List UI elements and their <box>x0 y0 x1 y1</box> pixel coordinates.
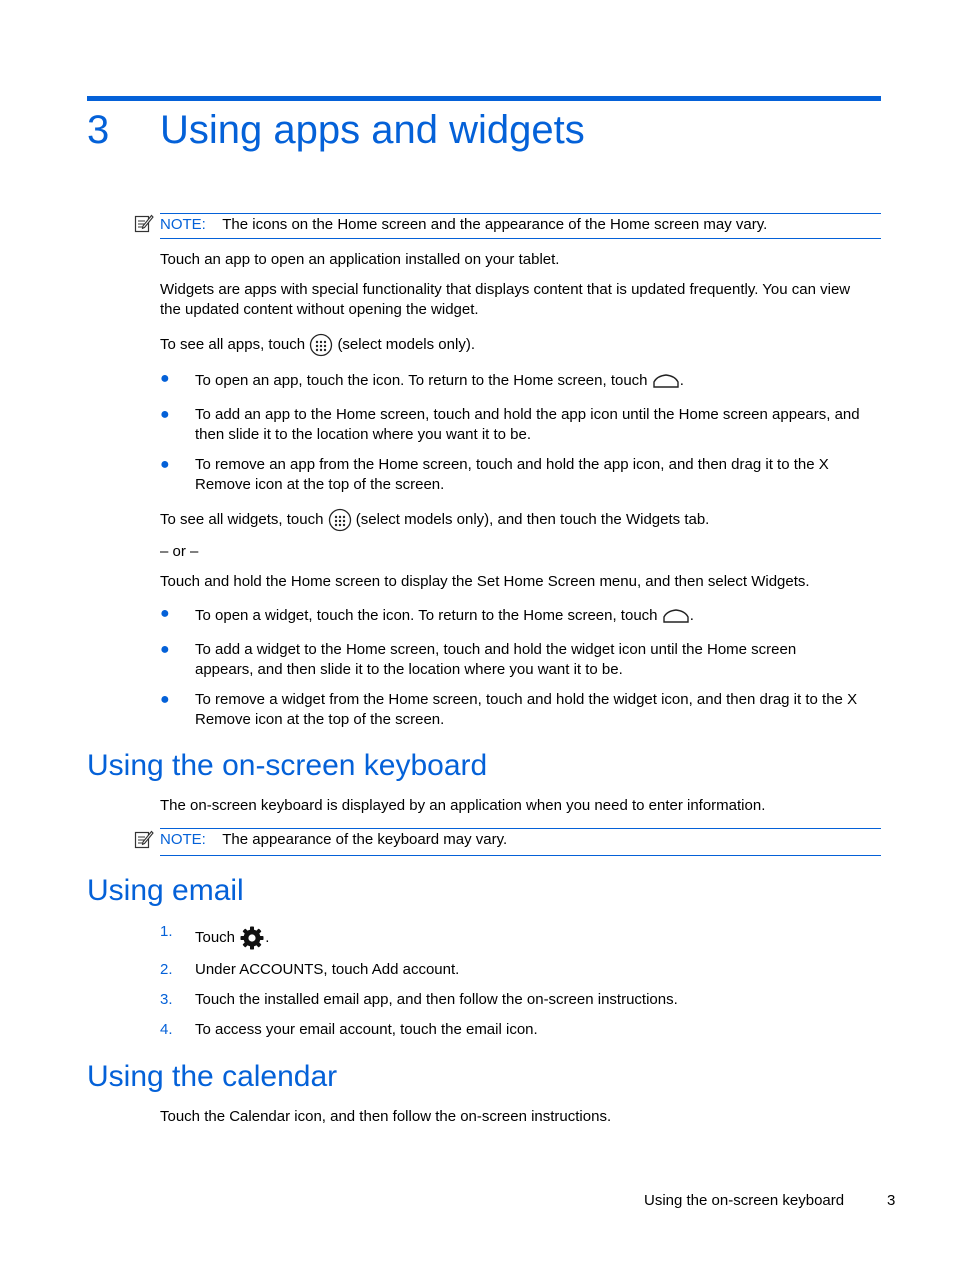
text-segment: (select models only). <box>337 335 475 353</box>
list-item: To add an app to the Home screen, touch and hold the app icon until the Home screen appears, and then slide it to the location where you want it to be. <box>195 406 860 443</box>
list-item <box>195 455 885 495</box>
paragraph-see-apps <box>160 333 880 357</box>
footer-section-title: Using the on-screen keyboard <box>644 1192 845 1209</box>
list-item <box>195 690 875 730</box>
text-segment: To see all apps, touch <box>160 335 306 353</box>
section-heading-keyboard: Using the on-screen keyboard <box>87 749 488 782</box>
paragraph-calendar <box>160 1107 880 1127</box>
section-heading-email: Using email <box>87 874 244 907</box>
text-segment: icon, and then follow the on-screen instructions. <box>294 1108 612 1125</box>
step-number: 2. <box>160 961 173 978</box>
text-segment: . <box>805 573 810 590</box>
list-item <box>195 606 885 626</box>
ui-term: Widgets <box>625 510 681 528</box>
note-icon <box>134 213 154 233</box>
home-icon <box>662 608 690 624</box>
section-heading-calendar: Using the calendar <box>87 1060 338 1093</box>
text-segment: To see all widgets, touch <box>160 510 324 528</box>
ui-term: Add account <box>371 961 456 978</box>
note-label: NOTE: <box>160 831 206 848</box>
list-item <box>195 371 885 391</box>
all-apps-icon <box>309 333 333 357</box>
note-text: The icons on the Home screen and the appearance of the Home screen may vary. <box>222 216 768 233</box>
ui-term: Calendar <box>229 1108 291 1125</box>
bullet-marker: ● <box>160 456 170 473</box>
list-item: To add a widget to the Home screen, touch and hold the widget icon until the Home screen appears, and then slide it to the location where you want it to be. <box>195 641 797 678</box>
text-segment: (select models only), and then touch the <box>355 510 622 528</box>
text-segment: . <box>455 961 460 978</box>
note-2 <box>160 830 880 850</box>
bullet-marker: ● <box>160 406 170 423</box>
note-text: The appearance of the keyboard may vary. <box>222 831 508 848</box>
bullet-marker: ● <box>160 605 170 622</box>
text-segment: tab. <box>684 510 710 528</box>
note-1 <box>160 215 880 235</box>
text-segment: Touch <box>195 928 236 946</box>
text-segment: . <box>689 607 694 624</box>
note-label: NOTE: <box>160 216 206 233</box>
step-number: 3. <box>160 991 173 1008</box>
bullet-marker: ● <box>160 370 170 387</box>
paragraph-keyboard: The on-screen keyboard is displayed by an application when you need to enter information. <box>160 797 766 814</box>
step-item <box>195 960 885 980</box>
paragraph-widgets: Widgets are apps with special functionality that displays content that is updated frequently. You can view the updated content without opening the widget. <box>160 281 851 318</box>
settings-gear-icon <box>239 925 265 951</box>
text-segment: menu, and then select <box>599 573 748 590</box>
ui-term: Set Home Screen <box>476 573 596 590</box>
text-segment: To remove an app from the Home screen, touch and hold the app icon, and then drag it to the <box>195 456 815 473</box>
page-number: 3 <box>887 1192 896 1209</box>
paragraph-set-home <box>160 572 880 592</box>
step-number: 4. <box>160 1021 173 1038</box>
text-segment: icon at the top of the screen. <box>255 476 445 493</box>
bullet-marker: ● <box>160 691 170 708</box>
bullet-marker: ● <box>160 641 170 658</box>
text-segment: . <box>679 372 684 389</box>
ui-term: Widgets <box>751 573 806 590</box>
text-segment: Under <box>195 961 236 978</box>
all-apps-icon <box>328 508 352 532</box>
ui-term: X Remove <box>195 456 829 493</box>
paragraph-open-app: Touch an app to open an application installed on your tablet. <box>160 251 560 268</box>
chapter-title: Using apps and widgets <box>160 108 585 152</box>
text-segment: Touch and hold the Home screen to display the <box>160 573 473 590</box>
home-icon <box>652 373 680 389</box>
ui-term: ACCOUNTS <box>239 961 324 978</box>
chapter-rule <box>87 96 881 101</box>
text-segment: . <box>265 928 270 946</box>
text-segment: icon at the top of the screen. <box>255 711 445 728</box>
text-segment: To open an app, touch the icon. To return to the Home screen, touch <box>195 372 648 389</box>
step-item: To access your email account, touch the email icon. <box>195 1021 538 1038</box>
step-item <box>195 925 885 951</box>
or-separator: – or – <box>160 543 199 560</box>
ui-term: X Remove <box>195 691 858 728</box>
step-number: 1. <box>160 923 173 940</box>
paragraph-see-widgets <box>160 508 880 532</box>
step-item: Touch the installed email app, and then follow the on-screen instructions. <box>195 991 678 1008</box>
note-icon <box>134 829 154 849</box>
text-segment: Touch the <box>160 1108 226 1125</box>
text-segment: To open a widget, touch the icon. To return to the Home screen, touch <box>195 607 658 624</box>
chapter-number: 3 <box>87 108 110 152</box>
text-segment: To remove a widget from the Home screen, touch and hold the widget icon, and then drag it to the <box>195 691 843 708</box>
text-segment: , touch <box>323 961 369 978</box>
